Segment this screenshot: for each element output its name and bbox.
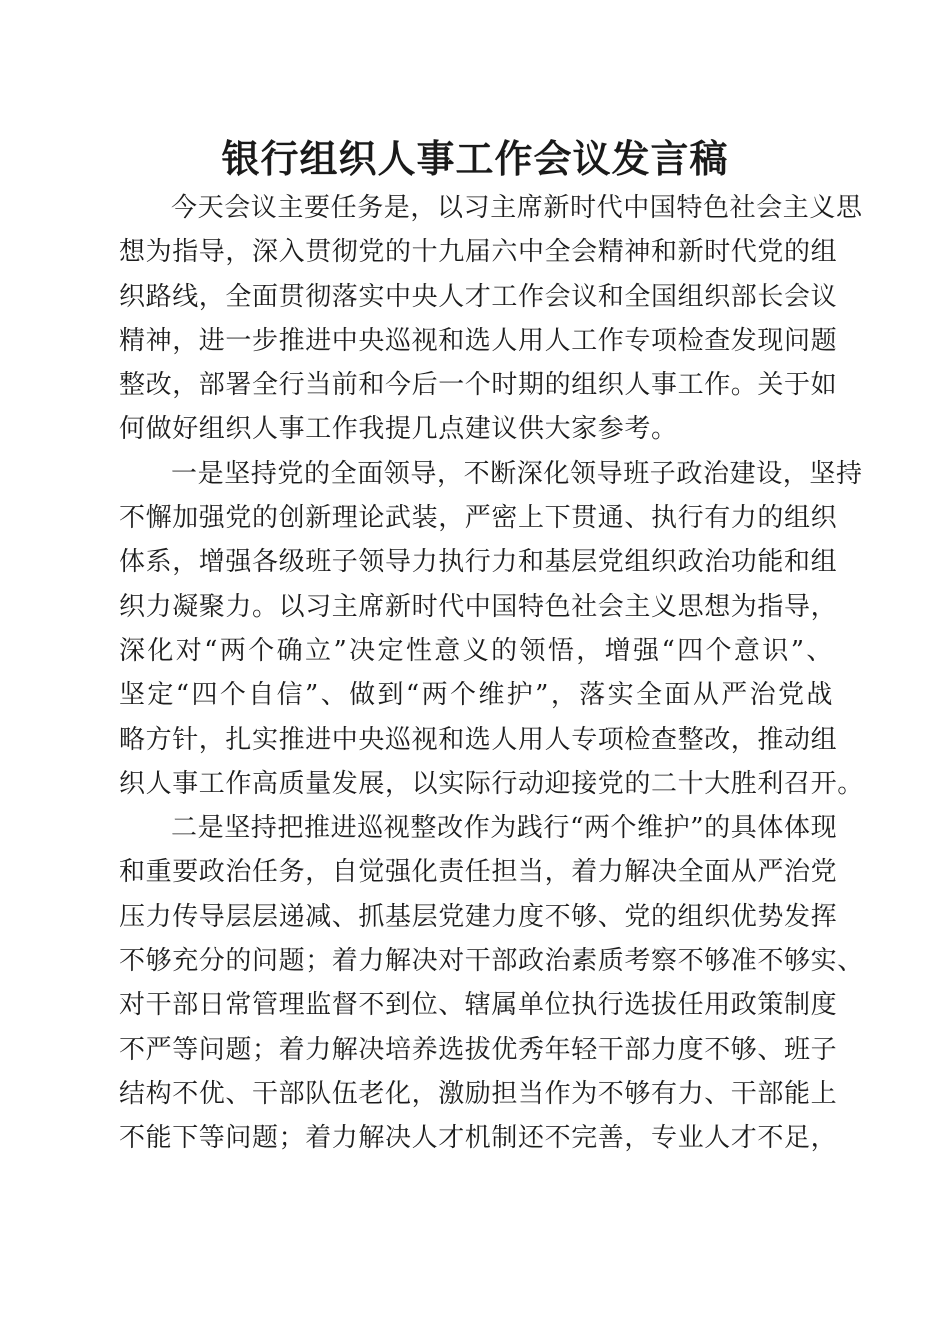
paragraph-2-line-6: 坚定“四个自信”、做到“两个维护”，落实全面从严治党战: [119, 680, 833, 711]
paragraph-1-line-1: 今天会议主要任务是，以习主席新时代中国特色社会主义思: [171, 193, 863, 223]
paragraph-1-line-4: 精神，进一步推进中央巡视和选人用人工作专项检查发现问题: [119, 325, 838, 356]
paragraph-2-line-8: 织人事工作高质量发展，以实际行动迎接党的二十大胜利召开。: [119, 768, 864, 799]
paragraph-2-line-4: 织力凝聚力。以习主席新时代中国特色社会主义思想为指导，: [119, 591, 838, 622]
paragraph-1-line-3: 织路线，全面贯彻落实中央人才工作会议和全国组织部长会议: [119, 281, 838, 312]
paragraph-1-line-2: 想为指导，深入贯彻党的十九届六中全会精神和新时代党的组: [119, 237, 838, 268]
paragraph-3-line-7: 结构不优、干部队伍老化，激励担当作为不够有力、干部能上: [119, 1078, 838, 1109]
paragraph-3-line-1: 二是坚持把推进巡视整改作为践行“两个维护”的具体体现: [171, 813, 838, 844]
paragraph-3-line-8: 不能下等问题；着力解决人才机制还不完善，专业人才不足，: [119, 1123, 838, 1154]
paragraph-3-line-6: 不严等问题；着力解决培养选拔优秀年轻干部力度不够、班子: [119, 1034, 838, 1065]
paragraph-2-line-7: 略方针，扎实推进中央巡视和选人用人专项检查整改，推动组: [119, 724, 838, 755]
paragraph-2-line-3: 体系，增强各级班子领导力执行力和基层党组织政治功能和组: [119, 547, 838, 578]
paragraph-1-line-5: 整改，部署全行当前和今后一个时期的组织人事工作。关于如: [119, 370, 838, 401]
document-title: 银行组织人事工作会议发言稿: [221, 136, 729, 181]
paragraph-3-line-5: 对干部日常管理监督不到位、辖属单位执行选拔任用政策制度: [119, 990, 838, 1021]
paragraph-3-line-2: 和重要政治任务，自觉强化责任担当，着力解决全面从严治党: [119, 857, 838, 888]
paragraph-1-line-6: 何做好组织人事工作我提几点建议供大家参考。: [119, 414, 678, 445]
paragraph-3-line-3: 压力传导层层递减、抓基层党建力度不够、党的组织优势发挥: [119, 901, 838, 932]
paragraph-2-line-5: 深化对“两个确立”决定性意义的领悟，增强“四个意识”、: [119, 635, 833, 666]
paragraph-2-line-2: 不懈加强党的创新理论武装，严密上下贯通、执行有力的组织: [119, 503, 838, 534]
document-body: [119, 186, 864, 1161]
paragraph-2-line-1: 一是坚持党的全面领导，不断深化领导班子政治建设，坚持: [171, 458, 863, 489]
paragraph-3-line-4: 不够充分的问题；着力解决对干部政治素质考察不够准不够实、: [119, 946, 864, 977]
